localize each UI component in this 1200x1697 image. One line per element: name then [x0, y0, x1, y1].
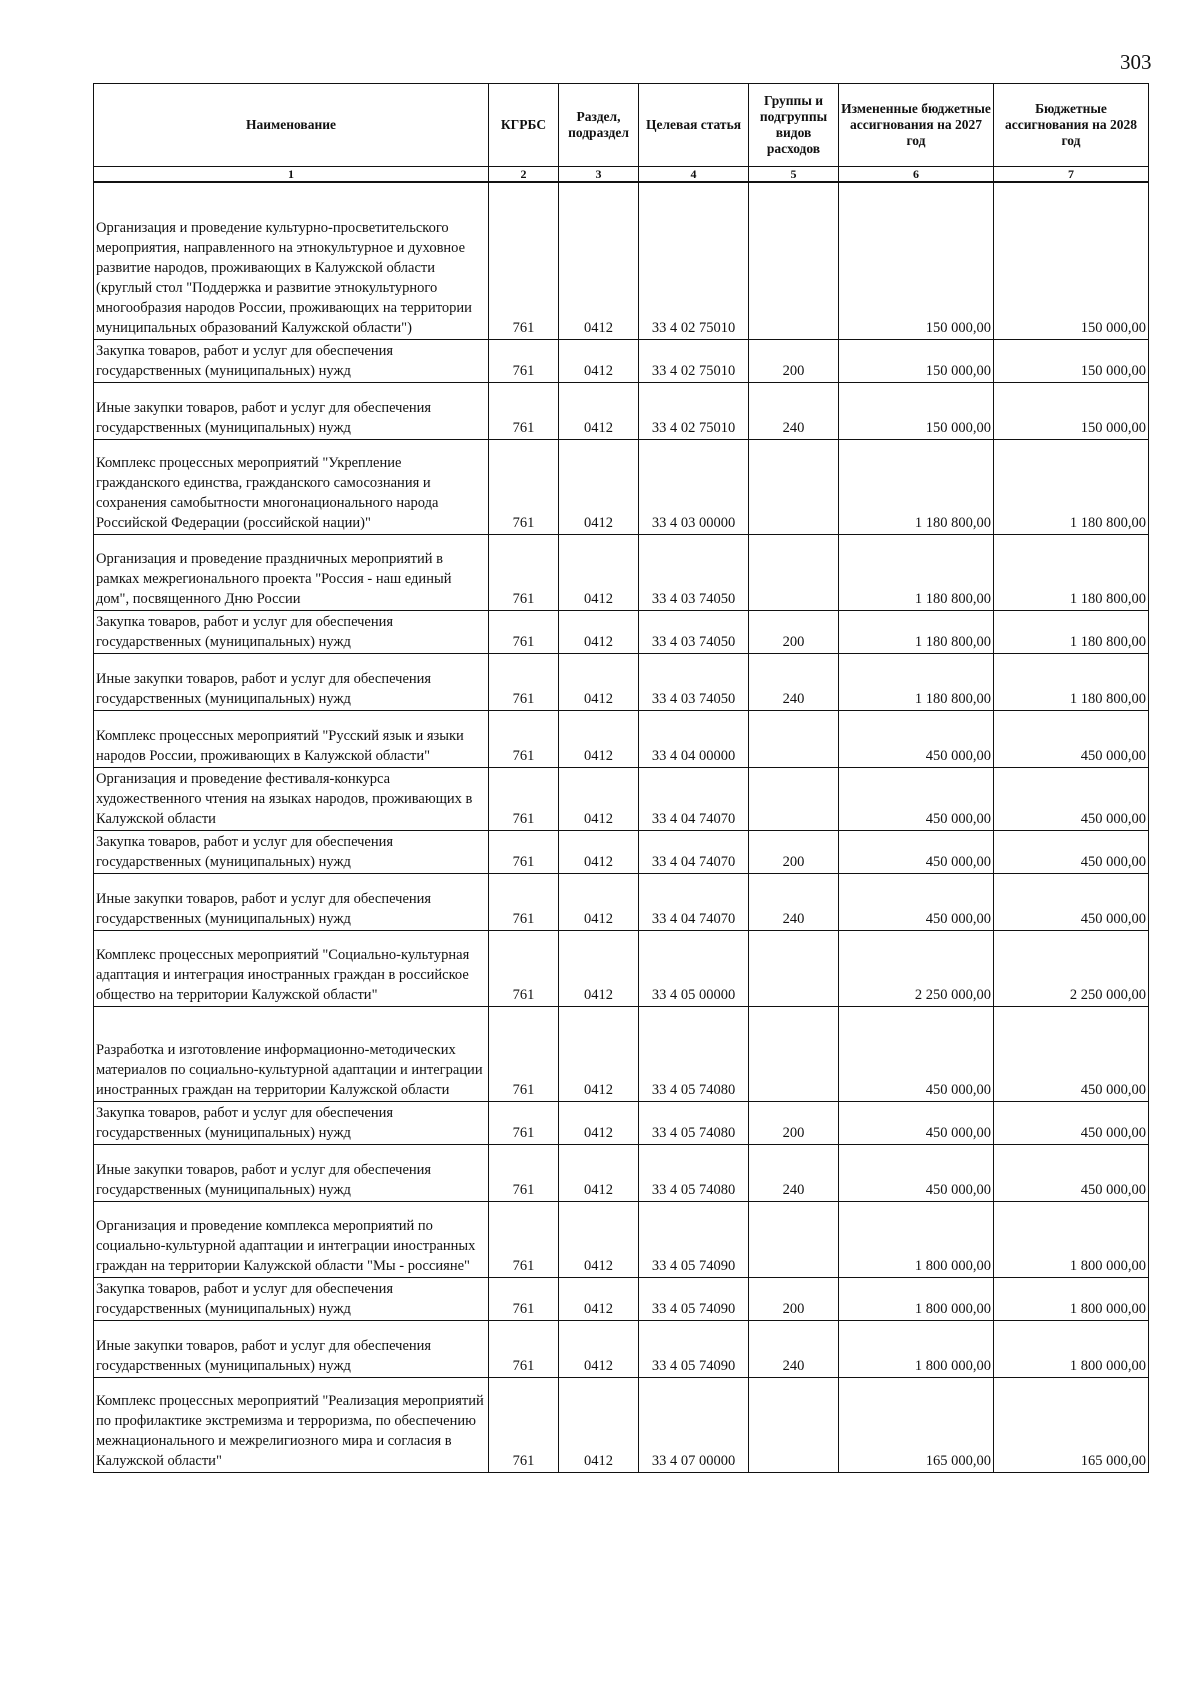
row-amount-2027: 1 180 800,00	[839, 439, 994, 534]
row-target-article: 33 4 05 74090	[639, 1277, 749, 1320]
row-kgrbs: 761	[489, 1101, 559, 1144]
row-name: Организация и проведение культурно-просветительского мероприятия, направленного на этнокультурное и духовное развитие народов, проживающих в Калужской области (круглый стол "Поддержка и развитие этнокультурного многообразия народов России, проживающих на территории муниципальных образований Калужской области")	[94, 182, 489, 339]
row-expense-group: 200	[749, 1277, 839, 1320]
row-kgrbs: 761	[489, 439, 559, 534]
row-amount-2028: 1 800 000,00	[994, 1320, 1149, 1377]
table-body	[94, 182, 1149, 1472]
row-amount-2027: 450 000,00	[839, 710, 994, 767]
row-amount-2028: 165 000,00	[994, 1377, 1149, 1472]
row-name: Комплекс процессных мероприятий "Реализация мероприятий по профилактике экстремизма и терроризма, по обеспечению межнационального и межрелигиозного мира и согласия в Калужской области"	[94, 1377, 489, 1472]
row-section: 0412	[559, 930, 639, 1006]
table-row	[94, 873, 1149, 930]
row-section: 0412	[559, 767, 639, 830]
row-name: Закупка товаров, работ и услуг для обеспечения государственных (муниципальных) нужд	[94, 610, 489, 653]
table-row	[94, 439, 1149, 534]
row-section: 0412	[559, 830, 639, 873]
row-section: 0412	[559, 182, 639, 339]
table-row	[94, 830, 1149, 873]
row-amount-2027: 1 800 000,00	[839, 1277, 994, 1320]
row-name: Иные закупки товаров, работ и услуг для обеспечения государственных (муниципальных) нужд	[94, 653, 489, 710]
row-section: 0412	[559, 382, 639, 439]
row-target-article: 33 4 04 74070	[639, 873, 749, 930]
row-expense-group: 240	[749, 382, 839, 439]
column-number: 4	[639, 167, 749, 183]
row-target-article: 33 4 02 75010	[639, 182, 749, 339]
column-number: 2	[489, 167, 559, 183]
row-target-article: 33 4 04 74070	[639, 830, 749, 873]
row-amount-2027: 1 180 800,00	[839, 610, 994, 653]
table-row	[94, 382, 1149, 439]
header-expense-group: Группы и подгруппы видов расходов	[749, 84, 839, 167]
row-kgrbs: 761	[489, 534, 559, 610]
row-expense-group	[749, 182, 839, 339]
row-kgrbs: 761	[489, 610, 559, 653]
row-amount-2028: 1 180 800,00	[994, 610, 1149, 653]
row-section: 0412	[559, 610, 639, 653]
row-section: 0412	[559, 1277, 639, 1320]
row-amount-2028: 450 000,00	[994, 1006, 1149, 1101]
row-kgrbs: 761	[489, 653, 559, 710]
column-number: 6	[839, 167, 994, 183]
table-row	[94, 653, 1149, 710]
row-amount-2027: 450 000,00	[839, 1101, 994, 1144]
row-section: 0412	[559, 710, 639, 767]
row-target-article: 33 4 05 74080	[639, 1101, 749, 1144]
row-amount-2027: 450 000,00	[839, 1006, 994, 1101]
row-amount-2028: 150 000,00	[994, 339, 1149, 382]
row-name: Иные закупки товаров, работ и услуг для обеспечения государственных (муниципальных) нужд	[94, 382, 489, 439]
row-expense-group: 200	[749, 830, 839, 873]
row-section: 0412	[559, 1320, 639, 1377]
row-expense-group: 240	[749, 873, 839, 930]
row-amount-2028: 150 000,00	[994, 382, 1149, 439]
header-section: Раздел, подраздел	[559, 84, 639, 167]
row-amount-2028: 1 800 000,00	[994, 1277, 1149, 1320]
table-row	[94, 534, 1149, 610]
row-expense-group	[749, 930, 839, 1006]
row-target-article: 33 4 05 74080	[639, 1006, 749, 1101]
row-kgrbs: 761	[489, 382, 559, 439]
row-amount-2027: 1 800 000,00	[839, 1320, 994, 1377]
row-expense-group: 200	[749, 610, 839, 653]
row-amount-2028: 450 000,00	[994, 710, 1149, 767]
row-target-article: 33 4 05 74080	[639, 1144, 749, 1201]
header-amount-2027: Измененные бюджетные ассигнования на 2027 год	[839, 84, 994, 167]
table-row	[94, 610, 1149, 653]
row-kgrbs: 761	[489, 1377, 559, 1472]
row-kgrbs: 761	[489, 1144, 559, 1201]
row-expense-group: 200	[749, 339, 839, 382]
row-target-article: 33 4 04 74070	[639, 767, 749, 830]
table-row	[94, 1320, 1149, 1377]
page-number: 303	[1120, 50, 1152, 74]
row-section: 0412	[559, 439, 639, 534]
row-target-article: 33 4 05 74090	[639, 1320, 749, 1377]
row-amount-2027: 150 000,00	[839, 182, 994, 339]
row-name: Иные закупки товаров, работ и услуг для обеспечения государственных (муниципальных) нужд	[94, 1320, 489, 1377]
header-kgrbs: КГРБС	[489, 84, 559, 167]
row-name: Комплекс процессных мероприятий "Социально-культурная адаптация и интеграция иностранных граждан в российское общество на территории Калужской области"	[94, 930, 489, 1006]
row-kgrbs: 761	[489, 1006, 559, 1101]
column-number: 1	[94, 167, 489, 183]
row-amount-2027: 165 000,00	[839, 1377, 994, 1472]
row-kgrbs: 761	[489, 1201, 559, 1277]
row-amount-2027: 150 000,00	[839, 382, 994, 439]
table-row	[94, 930, 1149, 1006]
row-amount-2027: 450 000,00	[839, 830, 994, 873]
table-row	[94, 1201, 1149, 1277]
row-amount-2028: 1 180 800,00	[994, 653, 1149, 710]
column-number: 7	[994, 167, 1149, 183]
row-name: Разработка и изготовление информационно-методических материалов по социально-культурной адаптации и интеграции иностранных граждан на территории Калужской области	[94, 1006, 489, 1101]
row-target-article: 33 4 03 00000	[639, 439, 749, 534]
row-section: 0412	[559, 1006, 639, 1101]
row-name: Закупка товаров, работ и услуг для обеспечения государственных (муниципальных) нужд	[94, 830, 489, 873]
row-target-article: 33 4 07 00000	[639, 1377, 749, 1472]
column-number-row	[94, 167, 1149, 183]
row-name: Комплекс процессных мероприятий "Русский язык и языки народов России, проживающих в Калужской области"	[94, 710, 489, 767]
row-section: 0412	[559, 534, 639, 610]
row-name: Организация и проведение фестиваля-конкурса художественного чтения на языках народов, проживающих в Калужской области	[94, 767, 489, 830]
row-amount-2027: 1 800 000,00	[839, 1201, 994, 1277]
table-row	[94, 1101, 1149, 1144]
row-kgrbs: 761	[489, 930, 559, 1006]
header-row	[94, 84, 1149, 167]
row-amount-2027: 1 180 800,00	[839, 534, 994, 610]
row-amount-2028: 2 250 000,00	[994, 930, 1149, 1006]
table-row	[94, 767, 1149, 830]
table-row	[94, 1277, 1149, 1320]
row-name: Комплекс процессных мероприятий "Укрепление гражданского единства, гражданского самосознания и сохранения самобытности многонационального народа Российской Федерации (российской нации)"	[94, 439, 489, 534]
row-section: 0412	[559, 1201, 639, 1277]
row-amount-2028: 450 000,00	[994, 1144, 1149, 1201]
budget-table	[93, 83, 1149, 1473]
table-row	[94, 1144, 1149, 1201]
row-amount-2028: 1 180 800,00	[994, 439, 1149, 534]
row-amount-2027: 1 180 800,00	[839, 653, 994, 710]
row-amount-2028: 450 000,00	[994, 1101, 1149, 1144]
row-kgrbs: 761	[489, 873, 559, 930]
row-kgrbs: 761	[489, 710, 559, 767]
row-amount-2027: 450 000,00	[839, 1144, 994, 1201]
row-kgrbs: 761	[489, 767, 559, 830]
row-target-article: 33 4 02 75010	[639, 382, 749, 439]
row-kgrbs: 761	[489, 1320, 559, 1377]
row-amount-2028: 450 000,00	[994, 830, 1149, 873]
table-row	[94, 1377, 1149, 1472]
row-expense-group	[749, 1377, 839, 1472]
row-section: 0412	[559, 1377, 639, 1472]
row-target-article: 33 4 03 74050	[639, 610, 749, 653]
table-row	[94, 1006, 1149, 1101]
row-name: Закупка товаров, работ и услуг для обеспечения государственных (муниципальных) нужд	[94, 1277, 489, 1320]
row-target-article: 33 4 03 74050	[639, 534, 749, 610]
column-number: 5	[749, 167, 839, 183]
table-row	[94, 339, 1149, 382]
row-expense-group	[749, 710, 839, 767]
row-amount-2028: 1 180 800,00	[994, 534, 1149, 610]
row-expense-group	[749, 1201, 839, 1277]
table-row	[94, 182, 1149, 339]
row-amount-2028: 150 000,00	[994, 182, 1149, 339]
header-name: Наименование	[94, 84, 489, 167]
column-number: 3	[559, 167, 639, 183]
row-amount-2027: 150 000,00	[839, 339, 994, 382]
row-name: Закупка товаров, работ и услуг для обеспечения государственных (муниципальных) нужд	[94, 1101, 489, 1144]
row-amount-2028: 1 800 000,00	[994, 1201, 1149, 1277]
row-section: 0412	[559, 339, 639, 382]
row-section: 0412	[559, 1101, 639, 1144]
row-amount-2028: 450 000,00	[994, 873, 1149, 930]
header-target-article: Целевая статья	[639, 84, 749, 167]
row-target-article: 33 4 02 75010	[639, 339, 749, 382]
row-expense-group	[749, 534, 839, 610]
row-amount-2027: 450 000,00	[839, 767, 994, 830]
row-section: 0412	[559, 1144, 639, 1201]
row-kgrbs: 761	[489, 182, 559, 339]
table-row	[94, 710, 1149, 767]
row-target-article: 33 4 03 74050	[639, 653, 749, 710]
row-amount-2027: 450 000,00	[839, 873, 994, 930]
row-section: 0412	[559, 873, 639, 930]
row-expense-group	[749, 1006, 839, 1101]
row-amount-2028: 450 000,00	[994, 767, 1149, 830]
row-target-article: 33 4 05 00000	[639, 930, 749, 1006]
row-name: Закупка товаров, работ и услуг для обеспечения государственных (муниципальных) нужд	[94, 339, 489, 382]
row-expense-group: 240	[749, 653, 839, 710]
row-kgrbs: 761	[489, 339, 559, 382]
row-amount-2027: 2 250 000,00	[839, 930, 994, 1006]
row-section: 0412	[559, 653, 639, 710]
row-expense-group: 240	[749, 1144, 839, 1201]
row-target-article: 33 4 05 74090	[639, 1201, 749, 1277]
row-name: Организация и проведение праздничных мероприятий в рамках межрегионального проекта "Россия - наш единый дом", посвященного Дню России	[94, 534, 489, 610]
row-expense-group: 200	[749, 1101, 839, 1144]
header-amount-2028: Бюджетные ассигнования на 2028 год	[994, 84, 1149, 167]
row-kgrbs: 761	[489, 1277, 559, 1320]
row-target-article: 33 4 04 00000	[639, 710, 749, 767]
row-kgrbs: 761	[489, 830, 559, 873]
row-expense-group	[749, 767, 839, 830]
row-name: Иные закупки товаров, работ и услуг для обеспечения государственных (муниципальных) нужд	[94, 1144, 489, 1201]
row-name: Иные закупки товаров, работ и услуг для обеспечения государственных (муниципальных) нужд	[94, 873, 489, 930]
row-expense-group	[749, 439, 839, 534]
row-expense-group: 240	[749, 1320, 839, 1377]
row-name: Организация и проведение комплекса мероприятий по социально-культурной адаптации и интеграции иностранных граждан на территории Калужской области "Мы - россияне"	[94, 1201, 489, 1277]
